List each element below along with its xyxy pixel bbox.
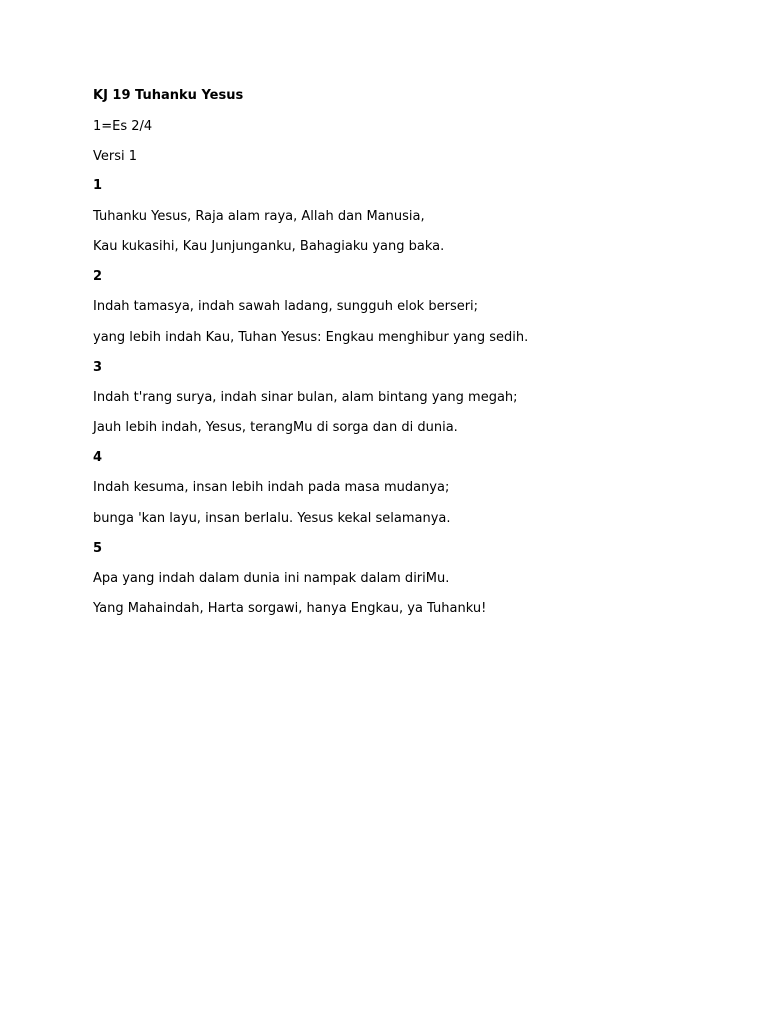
song-title: KJ 19 Tuhanku Yesus — [93, 88, 244, 103]
song-version: Versi 1 — [93, 149, 138, 164]
stanza-line: yang lebih indah Kau, Tuhan Yesus: Engkau menghibur yang sedih. — [93, 330, 529, 345]
stanza-line: Tuhanku Yesus, Raja alam raya, Allah dan Manusia, — [93, 209, 425, 224]
stanza-line: Yang Mahaindah, Harta sorgawi, hanya Engkau, ya Tuhanku! — [93, 601, 487, 616]
stanza-line: Indah t'rang surya, indah sinar bulan, alam bintang yang megah; — [93, 390, 518, 405]
stanza-number: 3 — [93, 360, 103, 375]
stanza-line: Indah tamasya, indah sawah ladang, sungguh elok berseri; — [93, 299, 479, 314]
stanza-line: Jauh lebih indah, Yesus, terangMu di sorga dan di dunia. — [93, 420, 458, 435]
stanza-number: 1 — [93, 178, 103, 193]
stanza-line: bunga 'kan layu, insan berlalu. Yesus kekal selamanya. — [93, 511, 451, 526]
stanza-number: 5 — [93, 541, 103, 556]
stanza-line: Apa yang indah dalam dunia ini nampak dalam diriMu. — [93, 571, 450, 586]
stanza-number: 2 — [93, 269, 103, 284]
song-key: 1=Es 2/4 — [93, 119, 153, 134]
stanza-line: Indah kesuma, insan lebih indah pada masa mudanya; — [93, 480, 450, 495]
stanza-number: 4 — [93, 450, 103, 465]
stanza-line: Kau kukasihi, Kau Junjunganku, Bahagiaku yang baka. — [93, 239, 445, 254]
